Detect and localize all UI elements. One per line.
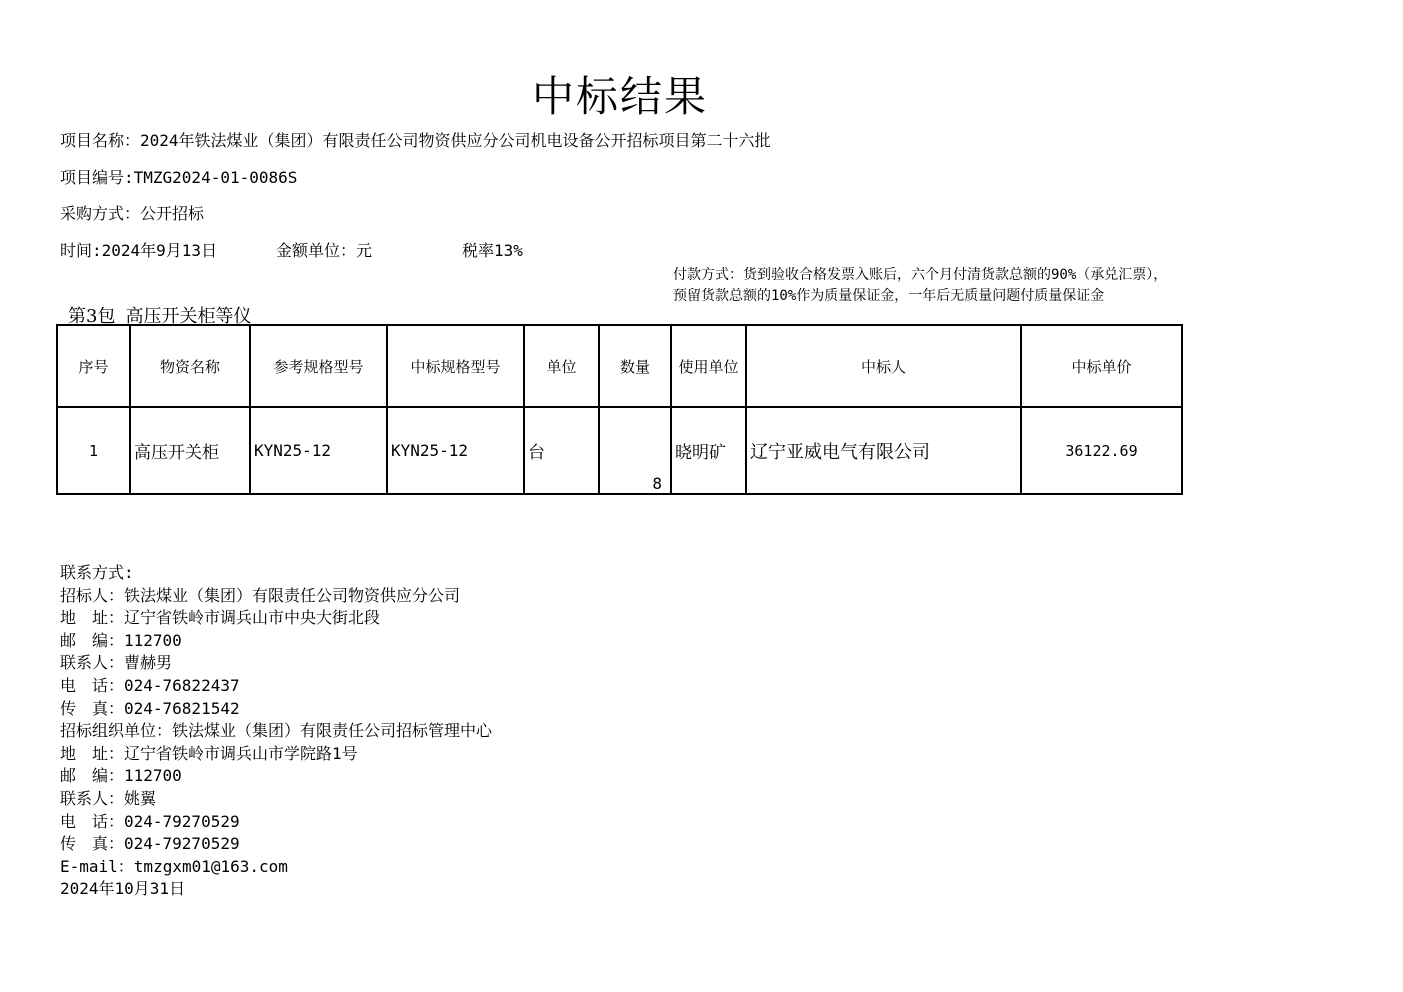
contact-line: 电 话：024-79270529 [60, 811, 240, 831]
col-header-material: 物资名称 [130, 325, 250, 407]
contact-line: 联系人：姚翼 [60, 788, 157, 808]
cell-qty: 8 [599, 407, 671, 494]
contact-line: 招标人：铁法煤业（集团）有限责任公司物资供应分公司 [60, 585, 461, 605]
col-header-index: 序号 [57, 325, 130, 407]
page-title: 中标结果 [531, 72, 708, 121]
contact-line: 招标组织单位：铁法煤业（集团）有限责任公司招标管理中心 [60, 721, 493, 741]
cell-user-unit: 晓明矿 [671, 407, 746, 494]
project-name: 项目名称：2024年铁法煤业（集团）有限责任公司物资供应分公司机电设备公开招标项目第二十六批 [60, 131, 771, 150]
contact-line: 邮 编：112700 [60, 630, 182, 650]
cell-winner: 辽宁亚威电气有限公司 [746, 407, 1021, 494]
project-number: 项目编号:TMZG2024-01-0086S [60, 168, 298, 187]
cell-unit-price: 36122.69 [1021, 407, 1182, 494]
meta-row [60, 238, 523, 261]
cell-ref-spec: KYN25-12 [250, 407, 387, 494]
document-date: 2024年10月31日 [60, 879, 186, 899]
package-name: 高压开关柜等仪 [125, 306, 252, 327]
col-header-unit-price: 中标单价 [1021, 325, 1182, 407]
contact-line: 联系人：曹赫男 [60, 653, 173, 673]
contact-line: 电 话：024-76822437 [60, 675, 240, 695]
cell-material: 高压开关柜 [130, 407, 250, 494]
procurement-method: 采购方式：公开招标 [60, 204, 205, 223]
table-row [57, 407, 1182, 494]
amount-unit-text: 金额单位：元 [276, 241, 373, 260]
col-header-bid-spec: 中标规格型号 [387, 325, 524, 407]
col-header-winner: 中标人 [746, 325, 1021, 407]
col-header-unit: 单位 [524, 325, 599, 407]
col-header-user-unit: 使用单位 [671, 325, 746, 407]
date-text: 时间:2024年9月13日 [60, 241, 218, 260]
table-header-row [57, 325, 1182, 407]
payment-terms: 付款方式：货到验收合格发票入账后，六个月付清货款总额的90%（承兑汇票），预留货款总额的10%作为质量保证金，一年后无质量问题付质量保证金 [673, 267, 1168, 304]
tax-rate-text: 税率13% [462, 241, 523, 260]
results-table [56, 324, 1183, 495]
contact-line: 传 真：024-79270529 [60, 834, 240, 854]
contact-heading: 联系方式: [60, 563, 134, 582]
contact-line: 传 真：024-76821542 [60, 698, 240, 718]
contact-line: 地 址：辽宁省铁岭市调兵山市学院路1号 [60, 743, 358, 763]
cell-index: 1 [57, 407, 130, 494]
contact-line: 邮 编：112700 [60, 766, 182, 786]
cell-unit: 台 [524, 407, 599, 494]
col-header-ref-spec: 参考规格型号 [250, 325, 387, 407]
contact-line: 地 址：辽宁省铁岭市调兵山市中央大街北段 [60, 608, 381, 628]
contact-email: E-mail：tmzgxm01@163.com [60, 856, 288, 876]
col-header-qty: 数量 [599, 325, 671, 407]
package-number: 第3包 [68, 306, 116, 327]
contact-block [60, 562, 492, 901]
cell-bid-spec: KYN25-12 [387, 407, 524, 494]
